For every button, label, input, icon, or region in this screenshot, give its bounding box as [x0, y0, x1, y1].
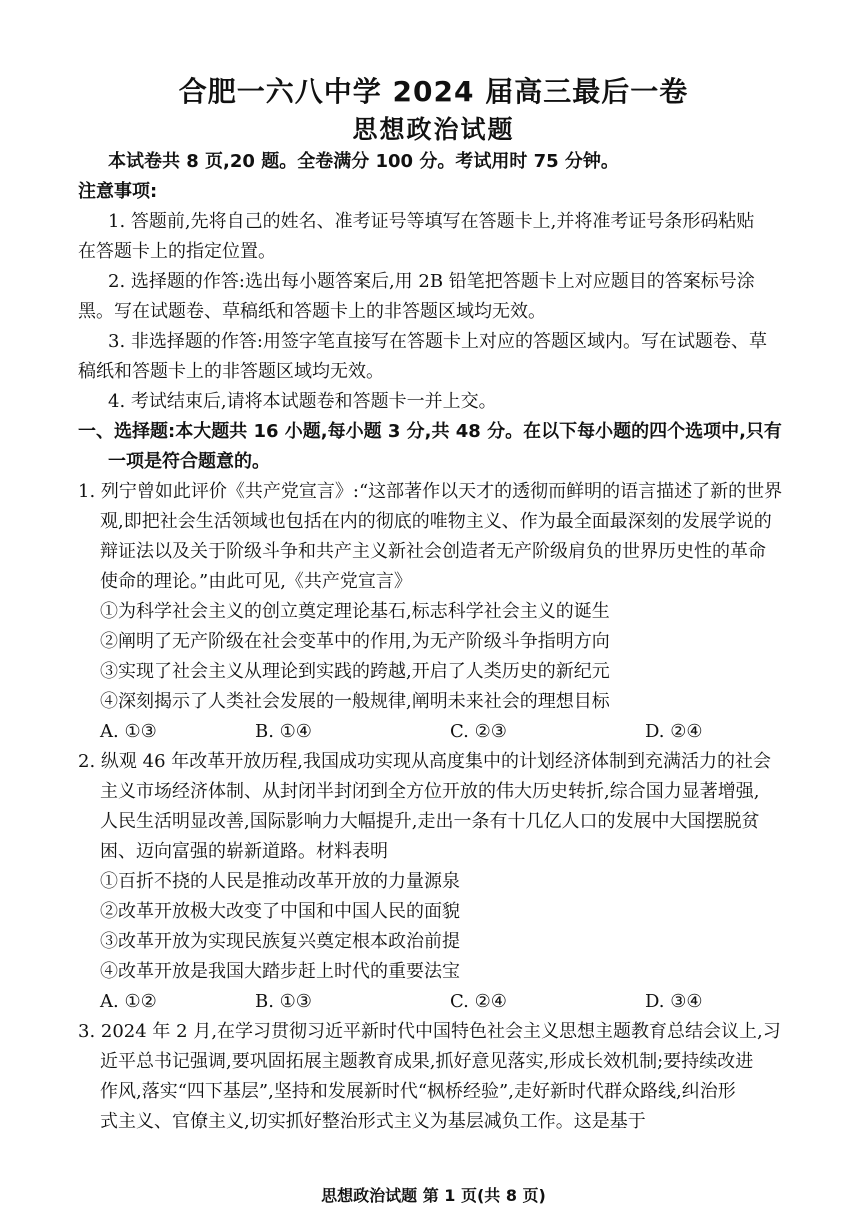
notice-heading: 注意事项: [78, 181, 158, 202]
question-2-text: 主义市场经济体制、从封闭半封闭到全方位开放的伟大历史转折,综合国力显著增强, [100, 781, 760, 802]
question-2-option-c: C. ②④ [450, 991, 507, 1012]
question-2-option-b: B. ①③ [255, 991, 312, 1012]
question-1-text: 使命的理论。”由此可见,《共产党宣言》 [100, 571, 412, 592]
question-3-text: 3. 2024 年 2 月,在学习贯彻习近平新时代中国特色社会主义思想主题教育总结会议上,习 [78, 1021, 781, 1042]
question-3-text: 作风,落实“四下基层”,坚持和发展新时代“枫桥经验”,走好新时代群众路线,纠治形 [100, 1081, 736, 1102]
question-1-statement: ②阐明了无产阶级在社会变革中的作用,为无产阶级斗争指明方向 [100, 631, 610, 652]
question-2-statement: ③改革开放为实现民族复兴奠定根本政治前提 [100, 931, 460, 952]
notice-line: 2. 选择题的作答:选出每小题答案后,用 2B 铅笔把答题卡上对应题目的答案标号涂 [108, 271, 755, 292]
question-2-option-a: A. ①② [100, 991, 157, 1012]
exam-intro: 本试卷共 8 页,20 题。全卷满分 100 分。考试用时 75 分钟。 [108, 151, 619, 172]
question-2-statement: ①百折不挠的人民是推动改革开放的力量源泉 [100, 871, 460, 892]
notice-line: 在答题卡上的指定位置。 [78, 241, 276, 262]
notice-line: 4. 考试结束后,请将本试题卷和答题卡一并上交。 [108, 391, 497, 412]
page-footer: 思想政治试题 第 1 页(共 8 页) [321, 1186, 546, 1205]
question-1-text: 1. 列宁曾如此评价《共产党宣言》:“这部著作以天才的透彻而鲜明的语言描述了新的世界 [78, 481, 783, 502]
question-2-statement: ②改革开放极大改变了中国和中国人民的面貌 [100, 901, 460, 922]
exam-title: 合肥一六八中学 2024 届高三最后一卷 [178, 75, 689, 108]
question-2-text: 2. 纵观 46 年改革开放历程,我国成功实现从高度集中的计划经济体制到充满活力的社会 [78, 751, 771, 772]
question-1-option-b: B. ①④ [255, 721, 312, 742]
question-2-option-d: D. ③④ [645, 991, 703, 1012]
question-1-statement: ④深刻揭示了人类社会发展的一般规律,阐明未来社会的理想目标 [100, 691, 610, 712]
question-1-statement: ①为科学社会主义的创立奠定理论基石,标志科学社会主义的诞生 [100, 601, 610, 622]
section-heading: 一、选择题:本大题共 16 小题,每小题 3 分,共 48 分。在以下每小题的四个选项中,只有 [78, 421, 782, 442]
question-1-option-d: D. ②④ [645, 721, 703, 742]
question-3-text: 式主义、官僚主义,切实抓好整治形式主义为基层减负工作。这是基于 [100, 1111, 646, 1132]
exam-subject: 思想政治试题 [352, 115, 515, 144]
question-1-option-a: A. ①③ [100, 721, 157, 742]
notice-line: 1. 答题前,先将自己的姓名、准考证号等填写在答题卡上,并将准考证号条形码粘贴 [108, 211, 755, 232]
question-2-text: 人民生活明显改善,国际影响力大幅提升,走出一条有十几亿人口的发展中大国摆脱贫 [100, 811, 760, 832]
notice-line: 黑。写在试题卷、草稿纸和答题卡上的非答题区域均无效。 [78, 301, 546, 322]
question-1-text: 观,即把社会生活领域也包括在内的彻底的唯物主义、作为最全面最深刻的发展学说的 [100, 511, 772, 532]
section-heading-cont: 一项是符合题意的。 [108, 451, 270, 472]
question-2-statement: ④改革开放是我国大踏步赶上时代的重要法宝 [100, 961, 460, 982]
question-1-statement: ③实现了社会主义从理论到实践的跨越,开启了人类历史的新纪元 [100, 661, 610, 682]
notice-line: 3. 非选择题的作答:用签字笔直接写在答题卡上对应的答题区域内。写在试题卷、草 [108, 331, 767, 352]
notice-line: 稿纸和答题卡上的非答题区域均无效。 [78, 361, 384, 382]
question-3-text: 近平总书记强调,要巩固拓展主题教育成果,抓好意见落实,形成长效机制;要持续改进 [100, 1051, 754, 1072]
question-2-text: 困、迈向富强的崭新道路。材料表明 [100, 841, 388, 862]
question-1-text: 辩证法以及关于阶级斗争和共产主义新社会创造者无产阶级肩负的世界历史性的革命 [100, 541, 766, 562]
question-1-option-c: C. ②③ [450, 721, 507, 742]
